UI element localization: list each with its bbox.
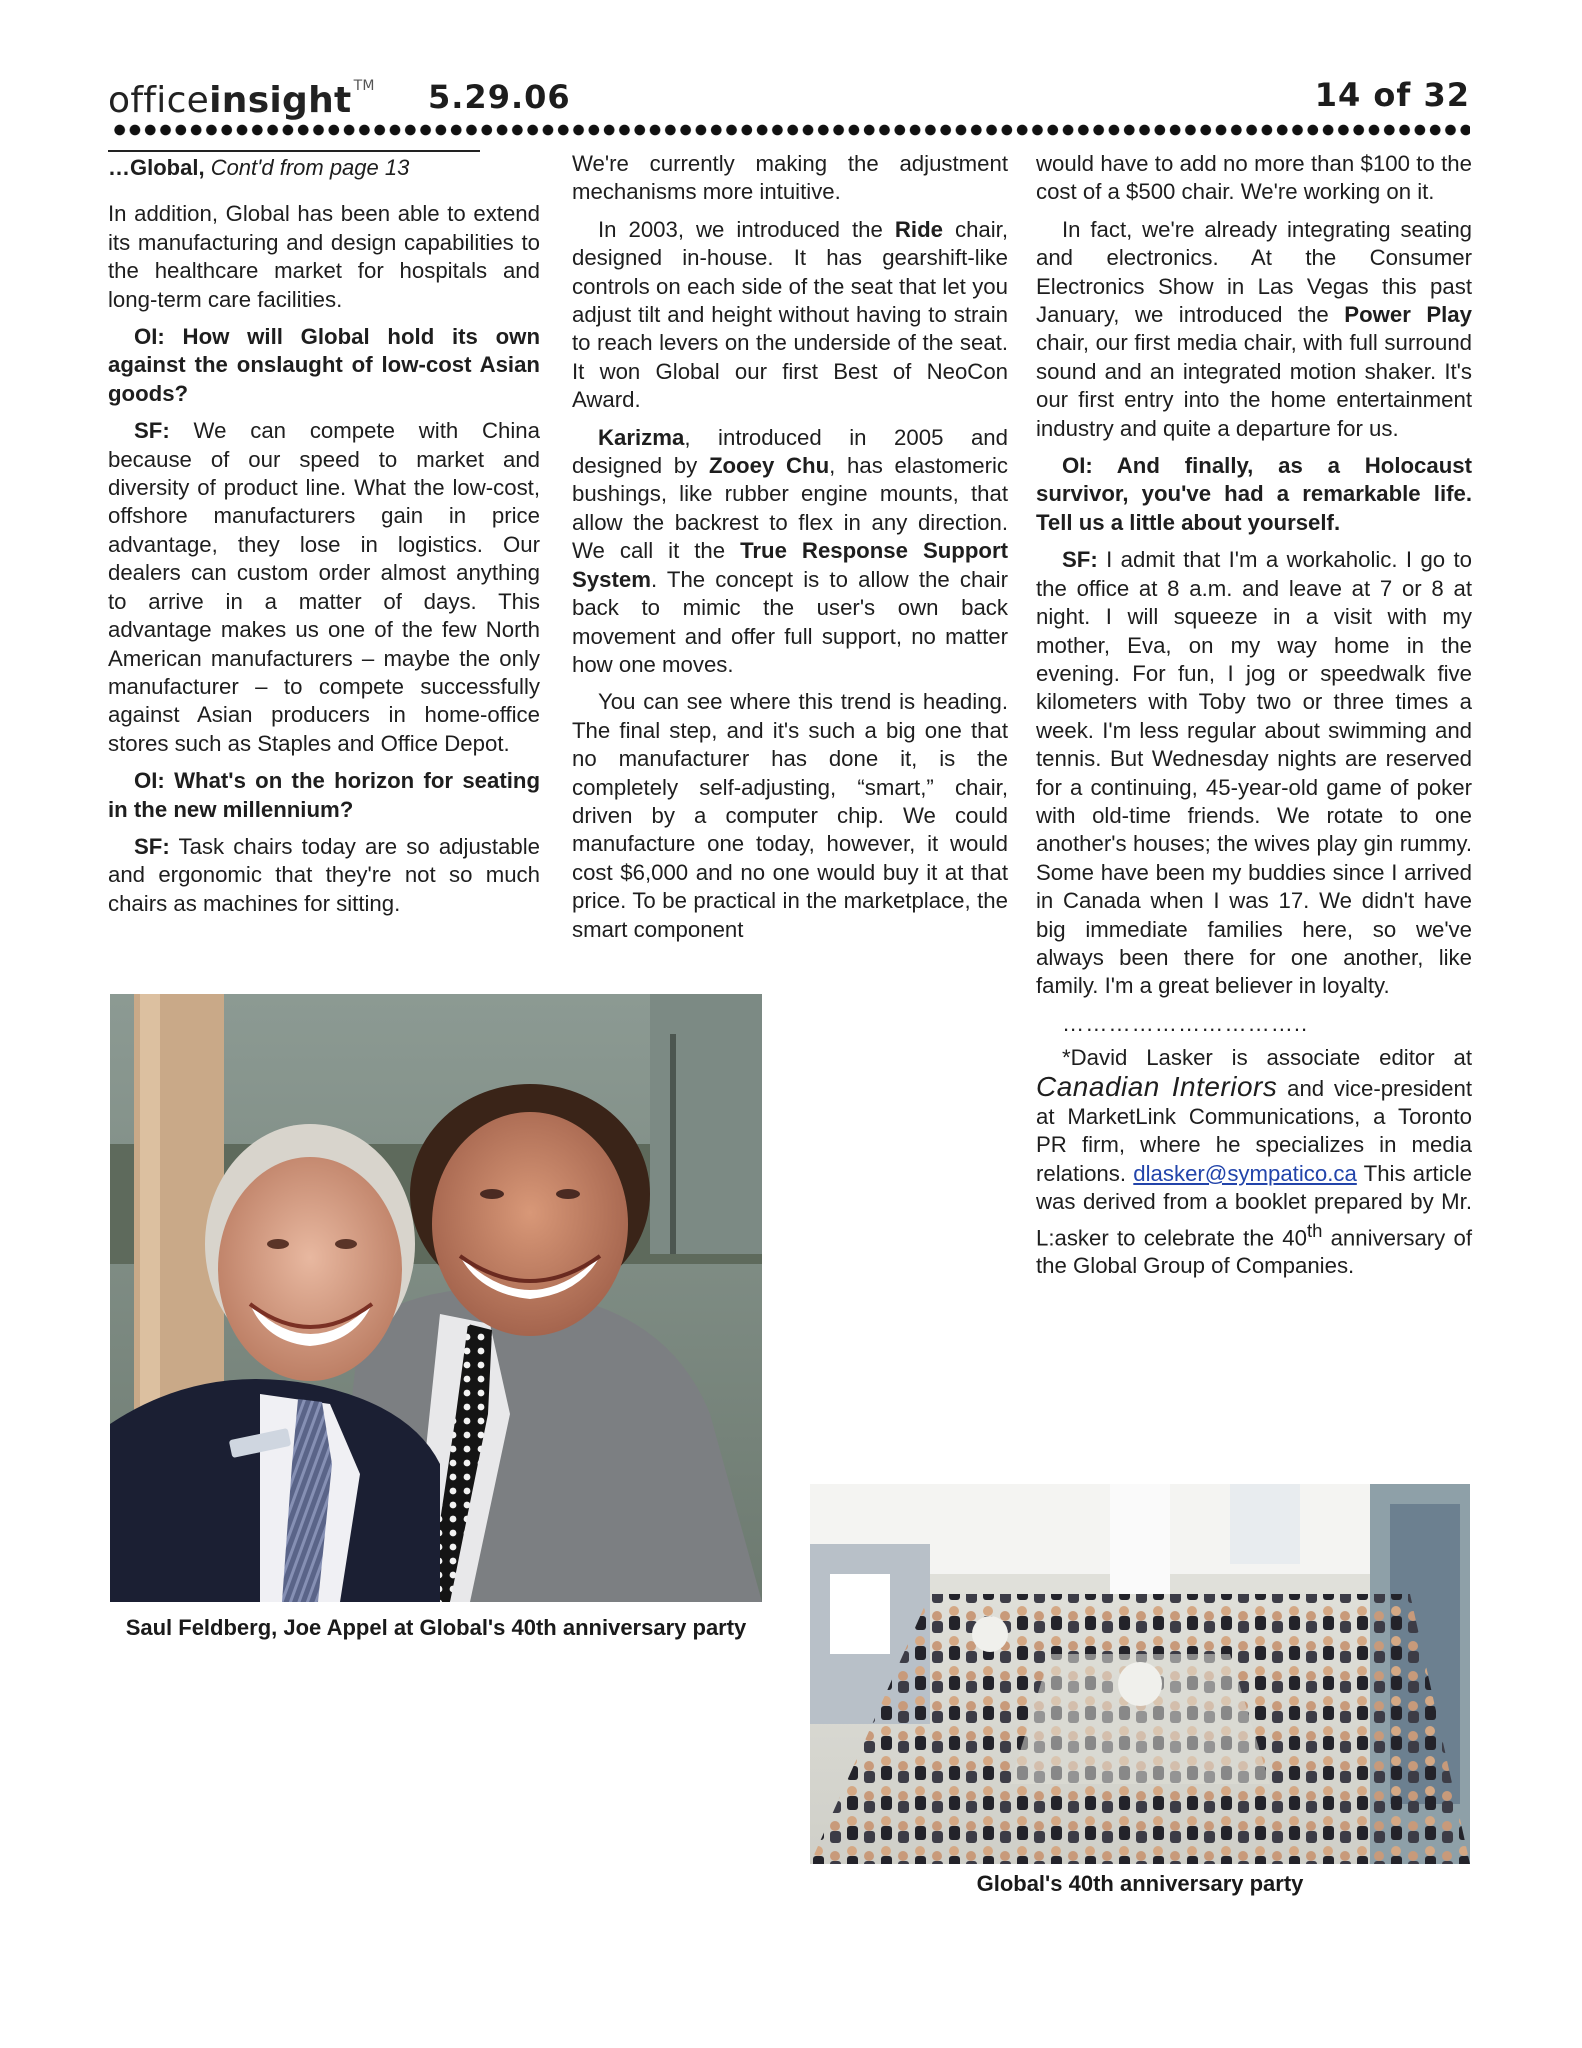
- continued-from: …Global, Cont'd from page 13: [108, 155, 410, 180]
- article-column-3: [1036, 150, 1472, 1290]
- party-illustration: [810, 1484, 1470, 1864]
- logo-office: office: [108, 80, 210, 121]
- paragraph: In fact, we're already integrating seating and electronics. At the Consumer Electronics Show in Las Vegas this past January, we introduced the Power Play chair, our first media chair, with full surround sound and an integrated motion shaker. It's our first entry into the home entertainment industry and quite a departure for us.: [1036, 216, 1472, 441]
- article-column-1: [108, 154, 540, 927]
- paragraph: would have to add no more than $100 to the cost of a $500 chair. We're working on it.: [1036, 151, 1472, 205]
- issue-date: 5.29.06: [428, 78, 571, 116]
- paragraph: We're currently making the adjustment mechanisms more intuitive.: [572, 151, 1008, 205]
- article-column-2: [572, 150, 1008, 953]
- interview-answer: SF: I admit that I'm a workaholic. I go to the office at 8 a.m. and leave at 7 or 8 at night. I will squeeze in a visit with my mother, Eva, on my way home in the evening. For fun, I jog or speedwalk five kilometers with Toby two or three times a week. I'm less regular about swimming and tennis. But Wednesday nights are reserved for a continuing, 45-year-old game of poker with old-time friends. We rotate to one another's houses; the wives play gin rummy. Some have been my buddies since I arrived in Canada when I was 17. We didn't have big immediate families here, so we've always been there for one another, like family. I'm a great believer in loyalty.: [1036, 547, 1472, 999]
- logo-trademark: TM: [353, 78, 375, 94]
- publication-logo: [108, 78, 375, 121]
- logo-insight: insight: [209, 80, 352, 121]
- photo-portrait: [110, 994, 762, 1602]
- continued-rule: [108, 150, 480, 152]
- email-link[interactable]: dlasker@sympatico.ca: [1133, 1160, 1357, 1186]
- paragraph: In addition, Global has been able to extend its manufacturing and design capabilities to the healthcare market for hospitals and long-term care facilities.: [108, 201, 540, 312]
- photo-caption: Global's 40th anniversary party: [976, 1871, 1304, 1896]
- paragraph: Karizma, introduced in 2005 and designed by Zooey Chu, has elastomeric bushings, like rubber engine mounts, that allow the backrest to flex in any direction. We call it the True Response Support System. The concept is to allow the chair back to mimic the user's own back movement and offer full support, no matter how one moves.: [572, 424, 1008, 677]
- separator-dots: …………………………..: [1062, 1010, 1309, 1036]
- interview-question: OI: What's on the horizon for seating in the new millennium?: [108, 768, 540, 822]
- portrait-illustration: [110, 994, 762, 1602]
- dotted-rule: [112, 124, 1470, 136]
- paragraph: You can see where this trend is heading. The final step, and it's such a big one that no manufacturer has done it, is the completely self-adjusting, “smart,” chair, driven by a computer chip. We could manufacture one today, however, it would cost $6,000 and no one would buy it at that price. To be practical in the marketplace, the smart component: [572, 689, 1008, 942]
- interview-answer: SF: We can compete with China because of our speed to market and diversity of product line. What the low-cost, offshore manufacturers gain in price advantage, they lose in logistics. Our dealers can custom order almost anything to arrive in a matter of days. This advantage makes us one of the few North American manufacturers – maybe the only manufacturer – to compete successfully against Asian producers in home-office stores such as Staples and Office Depot.: [108, 418, 540, 756]
- photo-caption: Saul Feldberg, Joe Appel at Global's 40th anniversary party: [125, 1615, 747, 1640]
- interview-question: OI: How will Global hold its own against the onslaught of low-cost Asian goods?: [108, 324, 540, 406]
- magazine-title: Canadian Interiors: [1036, 1070, 1278, 1102]
- page-number: 14 of 32: [1314, 76, 1470, 114]
- author-bio: *David Lasker is associate editor at Canadian Interiors and vice-president at MarketLink Communications, a Toronto PR firm, where he specializes in media relations. dlasker@sympatico.ca This article was derived from a booklet prepared by Mr. L:asker to celebrate the 40th anniversary of the Global Group of Companies.: [1036, 1045, 1472, 1279]
- interview-answer: SF: Task chairs today are so adjustable and ergonomic that they're not so much chairs as machines for sitting.: [108, 833, 540, 916]
- interview-question: OI: And finally, as a Holocaust survivor, you've had a remarkable life. Tell us a little about yourself.: [1036, 453, 1472, 535]
- paragraph: In 2003, we introduced the Ride chair, designed in-house. It has gearshift-like controls on each side of the seat that let you adjust tilt and height without having to strain to reach levers on the underside of the seat. It won Global our first Best of NeoCon Award.: [572, 216, 1009, 413]
- photo-party: [810, 1484, 1470, 1864]
